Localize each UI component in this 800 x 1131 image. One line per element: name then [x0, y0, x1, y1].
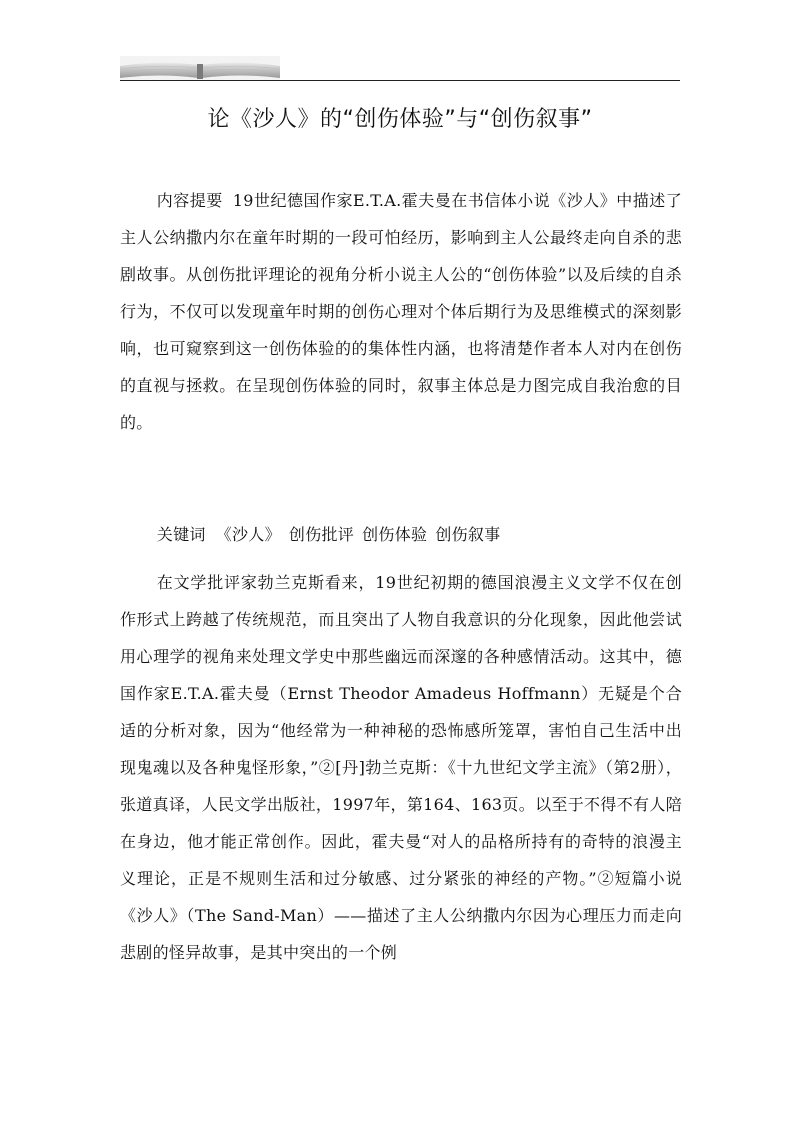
paper-title: 论《沙人》的“创伤体验”与“创伤叙事” [207, 107, 593, 132]
keyword: 《沙人》 [215, 525, 281, 544]
keywords [120, 516, 682, 553]
body-paragraph: 在文学批评家勃兰克斯看来，19世纪初期的德国浪漫主义文学不仅在创作形式上跨越了传统规范，而且突出了人物自我意识的分化现象，因此他尝试用心理学的视角来处理文学史中那些幽远而深邃的各种感情活动。这其中，德国作家E.T.A.霍夫曼（Ernst Theodor Amadeus Hoffmann）无疑是个合适的分析对象，因为“他经常为一种神秘的恐怖感所笼罩，害怕自己生活中出现鬼魂以及各种鬼怪形象，”②[丹]勃兰克斯：《十九世纪文学主流》（第2册），张道真译，人民文学出版社，1997年，第164、163页。以至于不得不有人陪在身边，他才能正常创作。因此，霍夫曼“对人的品格所持有的奇特的浪漫主义理论，正是不规则生活和过分敏感、过分紧张的神经的产物。”②短篇小说《沙人》（The Sand-Man）——描述了主人公纳撒内尔因为心理压力而走向悲剧的怪异故事，是其中突出的一个例 [120, 573, 682, 962]
keyword: 创伤叙事 [435, 525, 501, 544]
abstract-text: 19世纪德国作家E.T.A.霍夫曼在书信体小说《沙人》中描述了主人公纳撒内尔在童年时期的一段可怕经历，影响到主人公最终走向自杀的悲剧故事。从创伤批评理论的视角分析小说主人公的“创伤体验”以及后续的自杀行为，不仅可以发现童年时期的创伤心理对个体后期行为及思维模式的深刻影响，也可窥察到这一创伤体验的的集体性内涵，也将清楚作者本人对内在创伤的直视与拯救。在呈现创伤体验的同时，叙事主体总是力图完成自我治愈的目的。 [120, 191, 682, 432]
abstract-paragraph [120, 182, 682, 441]
abstract [120, 182, 682, 441]
keywords-line [120, 516, 682, 553]
keyword: 创伤体验 [362, 525, 428, 544]
keyword: 创伤批评 [288, 525, 355, 544]
header-divider [120, 80, 680, 81]
open-book-icon [120, 56, 280, 80]
main-text [120, 564, 682, 971]
abstract-label: 内容提要 [156, 191, 223, 210]
keywords-label: 关键词 [156, 525, 206, 544]
header-book-image [120, 56, 280, 80]
